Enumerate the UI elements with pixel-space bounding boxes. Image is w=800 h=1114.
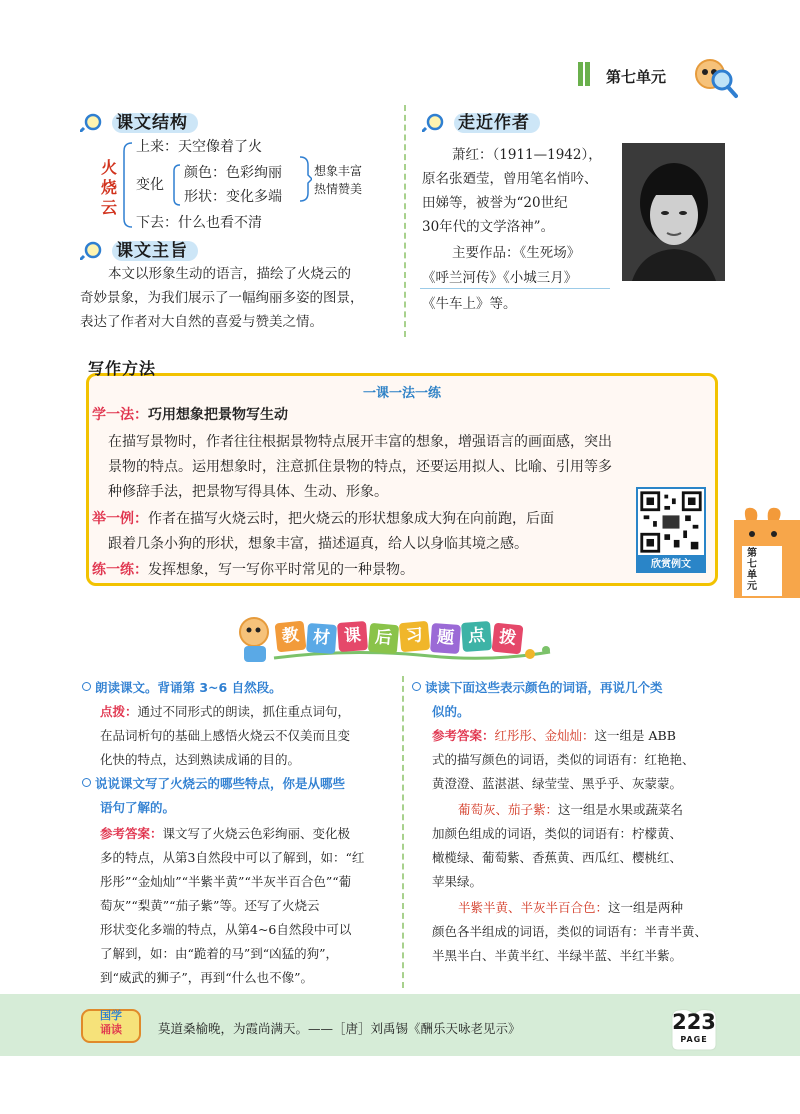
answer-line: 颜色各半组成的词语，类似的词语有：半青半黄、	[432, 924, 708, 939]
theme-line: 表达了作者对大自然的喜爱与赞美之情。	[80, 314, 323, 330]
question-bullet-icon	[82, 682, 91, 691]
learn-method: 学一法：巧用想象把景物写生动	[92, 407, 288, 423]
answer-line: 黄澄澄、蓝湛湛、绿莹莹、黑乎乎、灰蒙蒙。	[432, 776, 683, 791]
question-2: 说说课文写了火烧云的哪些特点，你是从哪些	[82, 772, 345, 796]
answer-line: 葡萄灰、茄子紫：这一组是水果或蔬菜名	[458, 802, 684, 817]
answer-line: 半黑半白、半黄半红、半绿半蓝、半红半紫。	[432, 948, 683, 963]
answer-line: 半紫半黄、半灰半百合色：这一组是两种	[458, 900, 684, 915]
question-bullet-icon	[82, 778, 91, 787]
qr-code-label: 欣赏例文	[636, 557, 706, 573]
answer-line: 多的特点，从第3自然段中可以了解到，如：“红	[100, 850, 365, 865]
answer-line: 橄榄绿、葡萄紫、香蕉黄、西瓜红、樱桃红、	[432, 850, 683, 865]
summary-bracket	[298, 155, 312, 203]
practice-line: 练一练：发挥想象，写一写你平时常见的一种景物。	[92, 562, 414, 578]
theme-line: 本文以形象生动的语言，描绘了火烧云的	[108, 266, 351, 282]
author-line: 《呼兰河传》《小城三月》	[422, 270, 578, 286]
question-3-cont: 似的。	[432, 704, 470, 719]
structure-line: 形状：变化多端	[184, 189, 282, 205]
author-line: 原名张廼莹，曾用笔名悄吟、	[422, 171, 598, 187]
answer-line: 苹果绿。	[432, 874, 483, 889]
question-1: 朗读课文。背诵第 3~6 自然段。	[82, 676, 282, 700]
answer-line: 形状变化多端的特点，从第4~6自然段中可以	[100, 922, 352, 937]
author-underline	[420, 288, 610, 289]
magnifier-icon	[80, 240, 110, 260]
author-portrait	[622, 143, 725, 281]
structure-char: 烧	[100, 178, 117, 197]
author-line: 田娣等，被誉为“20世纪	[422, 195, 568, 211]
example-line: 跟着几条小狗的形状，想象丰富，描述逼真，给人以身临其境之感。	[108, 536, 528, 552]
structure-char: 云	[100, 198, 117, 217]
writing-method-title: 一课一法一练	[362, 386, 441, 401]
learn-line: 种修辞手法，把景物写得具体、生动、形象。	[108, 484, 388, 500]
author-line: 主要作品：《生死场》	[452, 245, 581, 261]
banner-title: 教 材 课 后 习 题 点 拨	[276, 622, 536, 654]
author-heading: 走近作者	[422, 108, 540, 133]
magnifier-icon	[80, 112, 110, 132]
footer-quote: 莫道桑榆晚，为霞尚满天。——［唐］刘禹锡《酬乐天咏老见示》	[158, 1021, 521, 1036]
question-3: 读读下面这些表示颜色的词语，再说几个类	[412, 676, 663, 700]
answer-line: 彤彤”“金灿灿”“半紫半黄”“半灰半百合色”“葡	[100, 874, 352, 889]
answer-line: 化快的特点，达到熟读成诵的目的。	[100, 752, 301, 767]
summary-line: 想象丰富	[314, 164, 363, 178]
unit-title: 第七单元	[606, 68, 667, 86]
answer-line: 萄灰”“梨黄”“茄子紫”等。还写了火烧云	[100, 898, 320, 913]
theme-heading: 课文主旨	[80, 236, 198, 261]
author-line: 萧红：（1911—1942），	[452, 147, 602, 163]
structure-char: 火	[100, 158, 117, 177]
answer-line: 了解到，如：由“跪着的马”到“凶猛的狗”，	[100, 946, 339, 961]
author-line: 《牛车上》等。	[422, 296, 517, 312]
learn-line: 在描写景物时，作者往往根据景物特点展开丰富的想象，增强语言的画面感，突出	[108, 434, 612, 450]
answer-line: 加颜色组成的词语，类似的词语有：柠檬黄、	[432, 826, 683, 841]
page-number: 223 PAGE	[666, 1008, 722, 1052]
learn-line: 景物的特点。运用想象时，注意抓住景物的特点，还要运用拟人、比喻、引用等多	[108, 459, 612, 475]
classic-reading-label: 国学 诵读	[100, 1009, 122, 1036]
bottom-column-divider	[402, 676, 404, 988]
answer-line: 参考答案：课文写了火烧云色彩绚丽、变化极	[100, 826, 351, 841]
answer-line: 点拨：通过不同形式的朗读，抓住重点词句，	[100, 704, 351, 719]
answer-line: 在品词析句的基础上感悟火烧云不仅美而且变	[100, 728, 351, 743]
answer-line: 到“威武的狮子”，再到“什么也不像”。	[100, 970, 314, 985]
answer-line: 式的描写颜色的词语，类似的词语有：红艳艳、	[432, 752, 695, 767]
side-tab-text: 第 七 单 元	[747, 548, 757, 592]
header-decoration	[578, 62, 598, 88]
structure-heading: 课文结构	[80, 108, 198, 133]
structure-line: 颜色：色彩绚丽	[184, 165, 282, 181]
column-divider	[404, 105, 406, 337]
author-line: 30年代的文学洛神”。	[422, 219, 555, 235]
writing-method-tab: 写作方法	[88, 359, 157, 378]
answer-line: 参考答案：红彤彤、金灿灿：这一组是 ABB	[432, 728, 676, 743]
structure-line: 变化	[136, 177, 164, 193]
summary-line: 热情赞美	[314, 182, 363, 196]
mascot-magnifier-icon	[690, 52, 738, 100]
qr-code-icon[interactable]	[636, 487, 706, 557]
question-bullet-icon	[412, 682, 421, 691]
structure-line: 上来：天空像着了火	[136, 139, 262, 155]
example-line: 举一例：作者在描写火烧云时，把火烧云的形状想象成大狗在向前跑，后面	[92, 511, 554, 527]
structure-line: 下去：什么也看不清	[136, 215, 262, 231]
magnifier-icon	[422, 112, 452, 132]
question-2-cont: 语句了解的。	[100, 800, 176, 815]
theme-line: 奇妙景象，为我们展示了一幅绚丽多姿的图景，	[80, 290, 364, 306]
